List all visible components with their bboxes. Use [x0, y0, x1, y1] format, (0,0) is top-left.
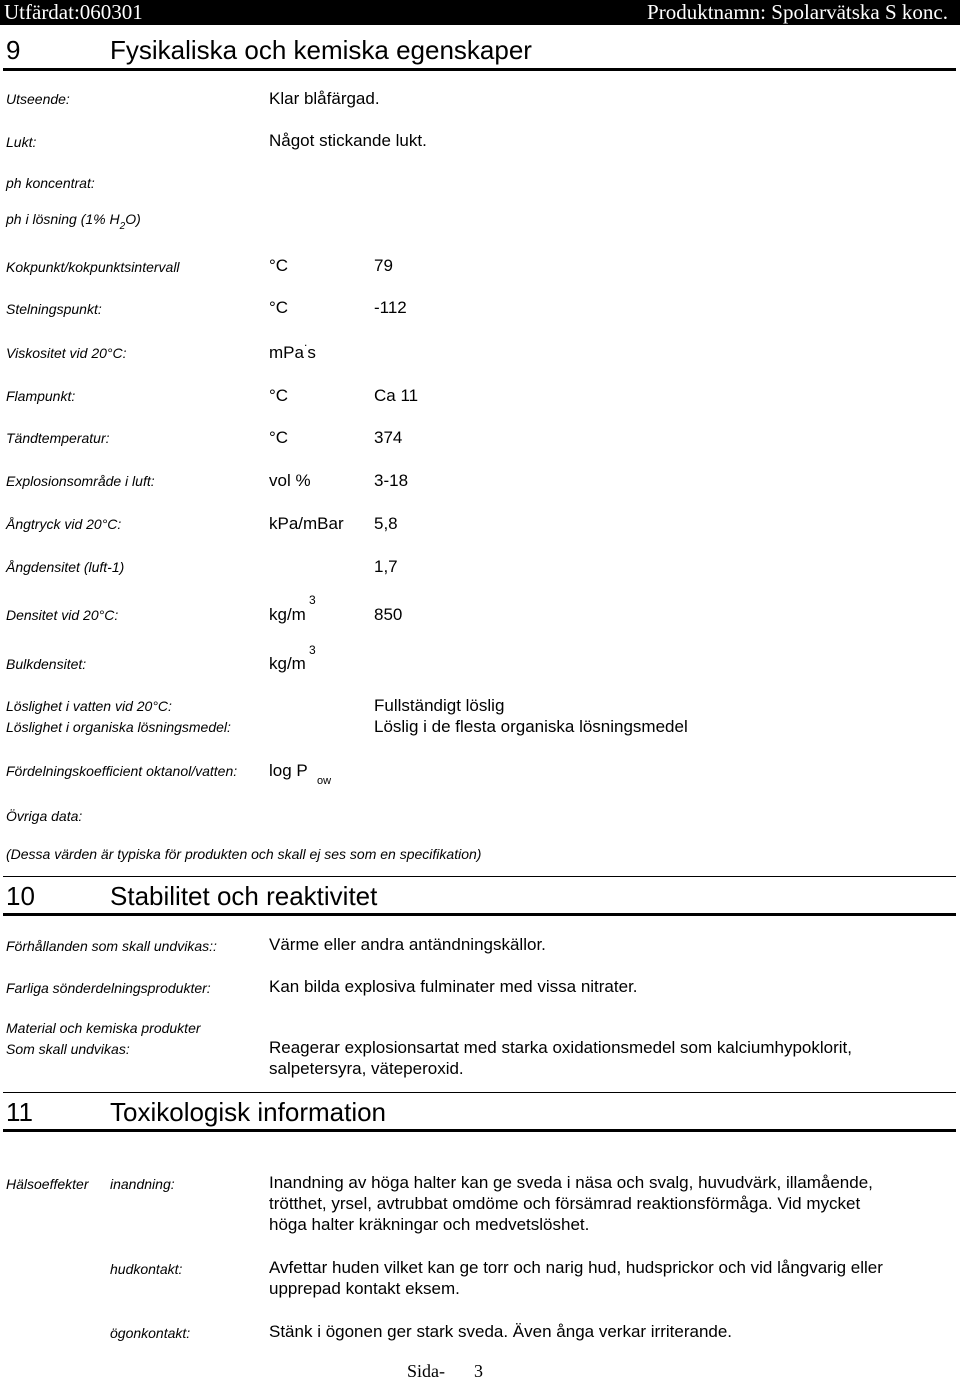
eye-contact-label: ögonkontakt:: [110, 1325, 191, 1341]
partition-unit-sub: ow: [317, 775, 332, 787]
eye-line-1: Stänk i ögonen ger stark sveda. Även ånga verkar irriterande.: [269, 1322, 733, 1341]
ph-concentrate-label: ph koncentrat:: [6, 175, 95, 191]
issue-date: Utfärdat:060301: [4, 0, 143, 24]
ph-solution-label: ph i lösning (1% $H_2O$): [6, 211, 141, 232]
vapor-pressure-unit: kPa/mBar: [269, 514, 344, 533]
flash-label: Flampunkt:: [6, 388, 76, 404]
materials-label-1: Material och kemiska produkter: [6, 1020, 201, 1036]
viscosity-unit: mPa.s: [269, 335, 316, 362]
section-9-title: Fysikaliska och kemiska egenskaper: [110, 35, 532, 65]
density-value: 850: [374, 605, 403, 624]
explosion-label: Explosionsområde i luft:: [6, 473, 155, 489]
conditions-label: Förhållanden som skall undvikas::: [6, 938, 217, 954]
partition-unit: log P: [269, 761, 308, 780]
freezing-label: Stelningspunkt:: [6, 301, 102, 317]
section-11-number: 11: [6, 1097, 33, 1127]
solubility-water-value: Fullständigt löslig: [374, 696, 505, 715]
odor-label: Lukt:: [6, 134, 37, 150]
boiling-unit: °C: [269, 256, 289, 275]
inhalation-line-1: Inandning av höga halter kan ge sveda i näsa och svalg, huvudvärk, illamående,: [269, 1173, 873, 1192]
skin-line-1: Avfettar huden vilket kan ge torr och narig hud, hudsprickor och vid långvarig eller: [269, 1258, 883, 1277]
materials-value-1: Reagerar explosionsartat med starka oxidationsmedel som kalciumhypoklorit,: [269, 1038, 852, 1057]
partition-label: Fördelningskoefficient oktanol/vatten:: [6, 763, 238, 779]
inhalation-label: inandning:: [110, 1176, 175, 1192]
inhalation-line-3: höga halter kräkningar och medvetslöshet.: [269, 1215, 590, 1234]
decomposition-label: Farliga sönderdelningsprodukter:: [6, 980, 211, 996]
health-effects-label: Hälsoeffekter: [6, 1176, 89, 1192]
appearance-label: Utseende:: [6, 91, 70, 107]
appearance-value: Klar blåfärgad.: [269, 89, 380, 108]
freezing-value: -112: [374, 298, 407, 317]
explosion-value: 3-18: [374, 471, 409, 490]
boiling-label: Kokpunkt/kokpunktsintervall: [6, 259, 180, 275]
density-unit-sup: 3: [309, 593, 316, 607]
section-11-rule: [3, 1129, 956, 1132]
page-label: Sida-: [407, 1361, 445, 1381]
materials-label-2: Som skall undvikas:: [6, 1041, 130, 1057]
other-data-label: Övriga data:: [6, 808, 83, 824]
section-9-number: 9: [6, 35, 21, 65]
flash-unit: °C: [269, 386, 289, 405]
odor-value: Något stickande lukt.: [269, 131, 427, 150]
product-name: Produktnamn: Spolarvätska S konc.: [647, 0, 948, 24]
viscosity-label: Viskositet vid 20°C:: [6, 345, 127, 361]
skin-contact-label: hudkontakt:: [110, 1261, 183, 1277]
specification-note: (Dessa värden är typiska för produkten och skall ej ses som en specifikation): [6, 846, 482, 862]
bulk-density-label: Bulkdensitet:: [6, 656, 87, 672]
ignition-unit: °C: [269, 428, 289, 447]
bulk-density-unit: kg/m: [269, 654, 306, 673]
section-11-title: Toxikologisk information: [110, 1097, 387, 1127]
density-label: Densitet vid 20°C:: [6, 607, 119, 623]
section-10-rule-top: [3, 876, 956, 877]
solubility-organic-value: Löslig i de flesta organiska lösningsmedel: [374, 717, 688, 736]
flash-value: Ca 11: [374, 386, 419, 405]
section-10-title: Stabilitet och reaktivitet: [110, 881, 378, 911]
inhalation-line-2: trötthet, yrsel, avtrubbat omdöme och försämrad reaktionsförmåga. Vid mycket: [269, 1194, 861, 1213]
ignition-value: 374: [374, 428, 403, 447]
explosion-unit: vol %: [269, 471, 311, 490]
freezing-unit: °C: [269, 298, 289, 317]
decomposition-value: Kan bilda explosiva fulminater med vissa nitrater.: [269, 977, 638, 996]
section-11-rule-top: [3, 1092, 956, 1093]
density-unit: kg/m: [269, 605, 306, 624]
bulk-density-unit-sup: 3: [309, 643, 316, 657]
solubility-organic-label: Löslighet i organiska lösningsmedel:: [6, 719, 231, 735]
vapor-pressure-value: 5,8: [374, 514, 398, 533]
page-number: 3: [474, 1361, 483, 1381]
vapor-density-label: Ångdensitet (luft-1): [6, 559, 125, 575]
solubility-water-label: Löslighet i vatten vid 20°C:: [6, 698, 172, 714]
ignition-label: Tändtemperatur:: [6, 430, 110, 446]
section-10-rule: [3, 913, 956, 916]
section-10-number: 10: [6, 881, 35, 911]
conditions-value: Värme eller andra antändningskällor.: [269, 935, 546, 954]
skin-line-2: upprepad kontakt eksem.: [269, 1279, 460, 1298]
vapor-pressure-label: Ångtryck vid 20°C:: [6, 516, 122, 532]
vapor-density-value: 1,7: [374, 557, 398, 576]
section-9-rule: [3, 68, 956, 71]
materials-value-2: salpetersyra, väteperoxid.: [269, 1059, 464, 1078]
boiling-value: 79: [374, 256, 393, 275]
